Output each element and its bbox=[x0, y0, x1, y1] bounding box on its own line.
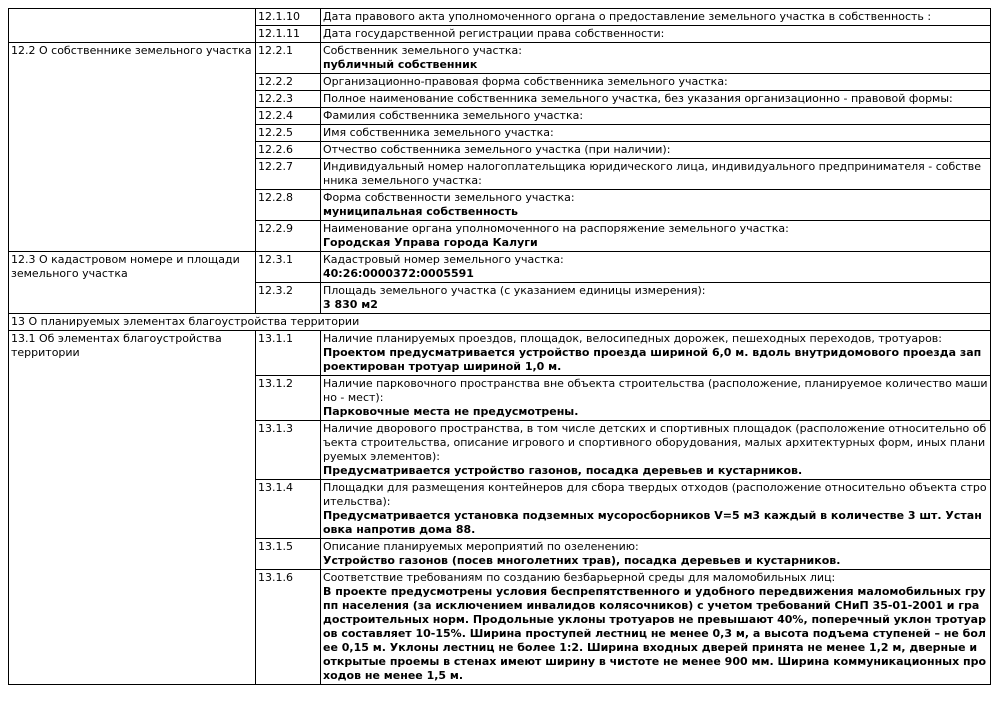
section-cell: 12.2 О собственнике земельного участка bbox=[9, 43, 256, 252]
section-cell: 13.1 Об элементах благоустройства территории bbox=[9, 331, 256, 685]
field-value: 40:26:0000372:0005591 bbox=[323, 267, 474, 280]
item-number-cell: 12.3.2 bbox=[256, 283, 321, 314]
field-label: Площадки для размещения контейнеров для сбора твердых отходов (расположение относительно объекта строительства): bbox=[323, 481, 987, 508]
field-label: Наличие дворового пространства, в том числе детских и спортивных площадок (расположение относительно объекта строительства, описание игрового и спортивного оборудования, малых архитектурных форм, иных планируемых элементов): bbox=[323, 422, 987, 463]
field-label: Наличие планируемых проездов, площадок, велосипедных дорожек, пешеходных переходов, тротуаров: bbox=[323, 332, 942, 345]
item-number-cell: 12.2.4 bbox=[256, 108, 321, 125]
field-label: Полное наименование собственника земельного участка, без указания организационно - правовой формы: bbox=[323, 92, 953, 105]
item-number-cell: 12.2.7 bbox=[256, 159, 321, 190]
item-number-cell: 12.2.1 bbox=[256, 43, 321, 74]
item-number-cell: 12.2.5 bbox=[256, 125, 321, 142]
field-value: публичный собственник bbox=[323, 58, 478, 71]
field-label: Форма собственности земельного участка: bbox=[323, 191, 575, 204]
item-content-cell bbox=[321, 252, 991, 283]
item-content-cell bbox=[321, 331, 991, 376]
project-declaration-table bbox=[8, 8, 991, 685]
section-cell: 12.3 О кадастровом номере и площади земельного участка bbox=[9, 252, 256, 314]
field-label: Имя собственника земельного участка: bbox=[323, 126, 554, 139]
item-content-cell bbox=[321, 142, 991, 159]
field-label: Соответствие требованиям по созданию безбарьерной среды для маломобильных лиц: bbox=[323, 571, 836, 584]
field-label: Кадастровый номер земельного участка: bbox=[323, 253, 564, 266]
item-number-cell: 12.1.10 bbox=[256, 9, 321, 26]
field-label: Фамилия собственника земельного участка: bbox=[323, 109, 584, 122]
item-number-cell: 12.2.8 bbox=[256, 190, 321, 221]
item-content-cell bbox=[321, 421, 991, 480]
item-content-cell bbox=[321, 283, 991, 314]
section-header-row bbox=[9, 314, 991, 331]
item-content-cell bbox=[321, 190, 991, 221]
field-label: Индивидуальный номер налогоплательщика юридического лица, индивидуального предпринимателя - собственника земельного участка: bbox=[323, 160, 981, 187]
field-value: Предусматривается устройство газонов, посадка деревьев и кустарников. bbox=[323, 464, 803, 477]
item-content-cell bbox=[321, 26, 991, 43]
item-row bbox=[9, 43, 991, 74]
item-number-cell: 12.2.2 bbox=[256, 74, 321, 91]
item-content-cell bbox=[321, 539, 991, 570]
field-label: Описание планируемых мероприятий по озеленению: bbox=[323, 540, 639, 553]
item-number-cell: 13.1.4 bbox=[256, 480, 321, 539]
field-value: Предусматривается установка подземных мусоросборников V=5 м3 каждый в количестве 3 шт. Установка напротив дома 88. bbox=[323, 509, 982, 536]
field-value: муниципальная собственность bbox=[323, 205, 518, 218]
item-number-cell: 12.3.1 bbox=[256, 252, 321, 283]
item-number-cell: 12.2.9 bbox=[256, 221, 321, 252]
section-header-cell: 13 О планируемых элементах благоустройства территории bbox=[9, 314, 991, 331]
field-value: Городская Управа города Калуги bbox=[323, 236, 538, 249]
item-number-cell: 12.2.6 bbox=[256, 142, 321, 159]
item-number-cell: 13.1.5 bbox=[256, 539, 321, 570]
field-label: Дата государственной регистрации права собственности: bbox=[323, 27, 665, 40]
field-value: В проекте предусмотрены условия беспрепятственного и удобного передвижения маломобильных групп населения (за исключением инвалидов колясочников) с учетом требований СНиП 35-01-2001 и градостроительных норм. Продольные уклоны тротуаров не превышают 40%, поперечный уклон тротуаров составляет 10-15%. Ширина проступей лестниц не менее 0,3 м, а высота подъема ступеней – не более 0,15 м. Уклоны лестниц не более 1:2. Ширина входных дверей принята не менее 1,2 м, дверные и открытые проемы в стенах имеют ширину в чистоте не менее 900 мм. Ширина коммуникационных проходов не менее 1,5 м. bbox=[323, 585, 987, 682]
field-label: Площадь земельного участка (с указанием единицы измерения): bbox=[323, 284, 706, 297]
item-content-cell bbox=[321, 159, 991, 190]
declaration-table-body bbox=[9, 9, 991, 685]
item-content-cell bbox=[321, 9, 991, 26]
item-content-cell bbox=[321, 108, 991, 125]
item-content-cell bbox=[321, 480, 991, 539]
item-number-cell: 12.1.11 bbox=[256, 26, 321, 43]
item-number-cell: 12.2.3 bbox=[256, 91, 321, 108]
item-content-cell bbox=[321, 74, 991, 91]
item-content-cell bbox=[321, 91, 991, 108]
field-label: Собственник земельного участка: bbox=[323, 44, 522, 57]
item-content-cell bbox=[321, 125, 991, 142]
field-label: Наличие парковочного пространства вне объекта строительства (расположение, планируемое количество машино - мест): bbox=[323, 377, 988, 404]
field-value: Устройство газонов (посев многолетних трав), посадка деревьев и кустарников. bbox=[323, 554, 841, 567]
section-cell bbox=[9, 9, 256, 43]
item-number-cell: 13.1.2 bbox=[256, 376, 321, 421]
field-label: Отчество собственника земельного участка (при наличии): bbox=[323, 143, 671, 156]
field-label: Наименование органа уполномоченного на распоряжение земельного участка: bbox=[323, 222, 789, 235]
field-label: Организационно-правовая форма собственника земельного участка: bbox=[323, 75, 728, 88]
field-label: Дата правового акта уполномоченного органа о предоставление земельного участка в собственность : bbox=[323, 10, 932, 23]
item-content-cell bbox=[321, 43, 991, 74]
item-content-cell bbox=[321, 221, 991, 252]
item-row bbox=[9, 9, 991, 26]
item-row bbox=[9, 331, 991, 376]
item-row bbox=[9, 252, 991, 283]
field-value: Парковочные места не предусмотрены. bbox=[323, 405, 579, 418]
field-value: 3 830 м2 bbox=[323, 298, 378, 311]
field-value: Проектом предусматривается устройство проезда шириной 6,0 м. вдоль внутридомового проезда запроектирован тротуар шириной 1,0 м. bbox=[323, 346, 982, 373]
item-number-cell: 13.1.6 bbox=[256, 570, 321, 685]
item-number-cell: 13.1.3 bbox=[256, 421, 321, 480]
item-content-cell bbox=[321, 570, 991, 685]
item-content-cell bbox=[321, 376, 991, 421]
item-number-cell: 13.1.1 bbox=[256, 331, 321, 376]
